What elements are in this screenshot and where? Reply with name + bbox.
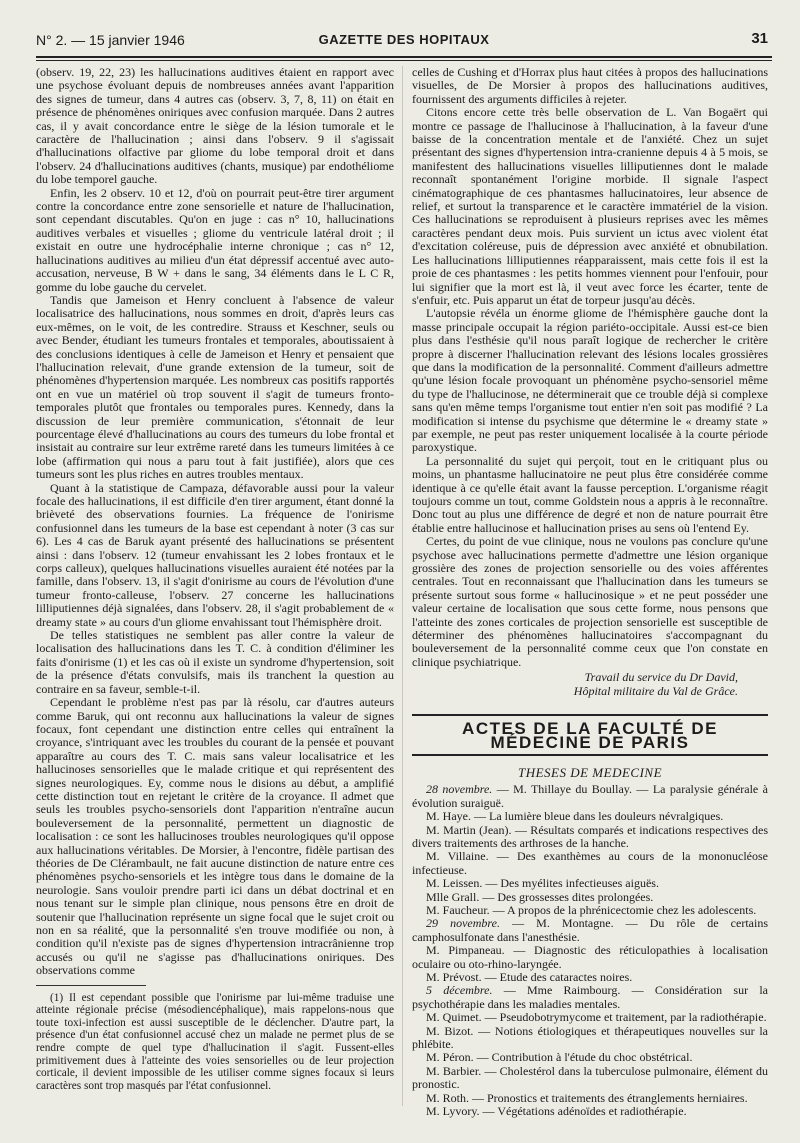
right-column <box>412 66 768 1118</box>
thesis-text: M. Lyvory. — Végétations adénoïdes et radiothérapie. <box>426 1104 687 1119</box>
thesis-entry <box>412 944 768 971</box>
thesis-date: 29 novembre. <box>426 916 500 931</box>
thesis-entry <box>412 1105 768 1118</box>
thesis-entry <box>412 1092 768 1105</box>
thesis-text: M. Haye. — La lumière bleue dans les douleurs névralgiques. <box>426 809 724 824</box>
left-column <box>36 66 394 1092</box>
thesis-entry <box>412 824 768 851</box>
signoff <box>412 671 768 698</box>
thesis-text: M. Villaine. — Des exanthèmes au cours de la mononucléose infectieuse. <box>412 849 768 877</box>
thesis-entry <box>412 1051 768 1064</box>
thesis-text: M. Martin (Jean). — Résultats comparés et indications respectives des divers traitements des arthroses de la hanche. <box>412 822 768 850</box>
thesis-text: M. Faucheur. — A propos de la phrénicectomie chez les adolescents. <box>426 902 757 917</box>
thesis-list <box>412 783 768 1118</box>
thesis-text: — Mme Raimbourg. — Considération sur la psychothérapie dans les maladies mentales. <box>412 983 768 1011</box>
thesis-text: M. Bizot. — Notions étiologiques et thérapeutiques nouvelles sur la phlébite. <box>412 1023 768 1052</box>
thesis-text: Mlle Grall. — Des grossesses dites prolongées. <box>426 889 654 904</box>
thesis-entry <box>412 971 768 984</box>
thesis-entry <box>412 891 768 904</box>
paragraph: L'autopsie révéla un énorme gliome de l'hémisphère gauche dont la masse principale occupait la région pariéto-occipitale. Aussi est-ce bien plus dans l'esthésie qu'il nous paraît logique de rechercher le critère propre à discerner l'hallucination relevant des lésions locales grossières que dans la modification de la personnalité. Comment d'ailleurs admettre qu'une lésion focale provoquant un phénomène psycho-sensoriel même du type de l'hallucinose, ne déterminerait que ce trouble déjà si complexe sans qu'en même temps l'organisme tout entier n'en soit pas modifié ? La modification si intense du psychisme que détermine le « dreamy state » par exemple, ne peut pas rester uniquement localisée à la courte période paroxystique. <box>412 306 768 455</box>
header-rule <box>36 56 772 58</box>
paragraph: De telles statistiques ne semblent pas aller contre la valeur de localisation des hallucinations dans les T. C. à condition d'éliminer les faits d'onirisme (1) et les cas où il existe un syndrome d'hypertension, soit de la présence d'états convulsifs, mais ils tranchent la question au contraire en sa faveur, semble-t-il. <box>36 628 394 696</box>
paragraph: Quant à la statistique de Campaza, défavorable aussi pour la valeur focale des hallucinations, il est difficile d'en tirer argument, étant donné la brièveté des observations fournies. La fréquence de l'onirisme confusionnel dans les tumeurs de la base est cependant à noter (3 cas sur 6). Les 4 cas de Baruk ayant présenté des hallucinations se présentent ainsi : dans l'observ. 12 (tumeur envahissant les 2 lobes frontaux et le corps calleux), quelques hallucinations visuelles auraient été notées par la famille, dans l'observ. 13, il s'agit d'onirisme au cours de l'évolution d'une tumeur fronto-calleuse, l'observ. 27 concerne les hallucinations lilliputiennes déjà signalées, dans l'observ. 28, il s'agit probablement de « dreamy state » au cours d'un gliome envahissant tout l'hémisphère droit. <box>36 480 394 629</box>
journal-title: GAZETTE DES HOPITAUX <box>318 32 490 47</box>
paragraph: La personnalité du sujet qui perçoit, tout en le critiquant plus ou moins, un phantasme hallucinatoire ne peut plus être considérée comme identique à ce qu'elle était avant la fausse perception. L'organisme réagit toujours comme un tout, comme Goldstein nous a appris à le reconnaître. Donc tout au plus une différence de degré et non de nature pourrait être établie entre hallucinose et hallucination prises au sens où l'entend Ey. <box>412 453 768 535</box>
thesis-entry <box>412 1011 768 1024</box>
paragraph: Citons encore cette très belle observation de L. Van Bogaërt qui montre ce passage de l'hallucinose à l'hallucination, à la faveur d'une baisse de la concentration mentale et de l'anxiété. Chez un sujet présentant des signes d'hypertension intra-cranienne depuis 4 à 5 mois, se manifestent des hallucinations visuelles lilliputiennes dont le malade reconnaît spontanément l'origine morbide. Il signale l'aspect cinématographique de ces phantasmes hallucinatoires, leur absence de relief, et surtout la transparence et le caractère immatériel de la vision. Ces hallucinations se reproduisent à plusieurs reprises avec les mêmes caractères pendant deux mois. Puis survient un ictus avec violent état d'excitation coléreuse, puis de dépression avec anxiété et obnubilation. Les hallucinations lilliputiennes réapparaissent, mais cette fois il est la proie de ces phantasmes : les petits hommes viennent pour l'enfouir, pour lui signifier que la mort est là, il veut avec force les écarter, tente de s'enfuir, etc. Puis apparut un état de torpeur jusqu'au décès. <box>412 105 768 307</box>
paragraph: Enfin, les 2 observ. 10 et 12, d'où on pourrait peut-être tirer argument contre la concordance entre zone sensorielle et nature de l'hallucination, sont cependant discutables. Qu'on en juge : cas n° 10, hallucinations auditives verbales et visuelles ; gliome du ventricule latéral droit ; il existait en outre une hydrocéphalie interne chronique ; cas n° 12, hallucinations auditives au milieu d'un état dépressif accentué avec auto-accusation, nerveuse, B W + dans le sang, 34 éléments dans le L C R, gomme du lobe gauche du cervelet. <box>36 185 394 294</box>
thesis-date: 28 novembre. <box>426 782 493 797</box>
thesis-text: M. Péron. — Contribution à l'étude du choc obstétrical. <box>426 1050 693 1065</box>
column-divider <box>402 66 403 1106</box>
issue-date: N° 2. — 15 janvier 1946 <box>36 32 185 48</box>
paragraph: Cependant le problème n'est pas par là résolu, car d'autres auteurs comme Baruk, qui ont reconnu aux hallucinations la valeur de signes focaux, font cependant une distinction entre celles qui entraînent la croyance, s'intriquant avec les troubles du courant de la pensée et pouvant apparaître au cours des T. C. mais sans valeur localisatrice et les hallucinoses sensorielles que le malade critique et qui représentent des signes neurologiques. Ey, comme nous le disions au début, a amplifié cette distinction tout en rejetant le critère de la croyance. Il admet que seuls les troubles psycho-sensoriels dont l'apparition n'entraîne aucun bouleversement de la personnalité, permettent un diagnostic de localisation : ce sont les hallucinoses troubles neurologiques qu'il oppose aux hallucinations véritables. De Morsier, à l'encontre, fidèle partisan des théories de De Clérambault, ne fait aucune distinction de nature entre ces phénomènes psycho-sensoriels et les intègre tous dans le domaine de la neurologie. Sans vouloir prendre parti ici dans un débat doctrinal et en nous tenant sur le simple plan clinique, nous pensons être en droit de soutenir que l'hallucination représente un signe focal que le sujet croit ou non en sa réalité, que la personnalité s'en trouve modifiée ou non, à condition qu'il n'existe pas de signes d'hypertension intracrânienne trop accusés ou qu'il ne s'agisse pas d'hallucinations oniriques. Des observations comme <box>36 695 394 978</box>
thesis-text: M. Pimpaneau. — Diagnostic des réticulopathies à localisation oculaire ou oto-rhino-laryngée. <box>412 943 768 971</box>
thesis-entry <box>412 850 768 877</box>
header-rule-thin <box>36 60 772 61</box>
thesis-entry <box>412 917 768 944</box>
thesis-entry <box>412 984 768 1011</box>
section-subheading: THESES DE MEDECINE <box>517 764 663 780</box>
thesis-text: — M. Thillaye du Boullay. — La paralysie générale à évolution suraiguë. <box>412 782 768 810</box>
page-number: 31 <box>751 30 768 47</box>
thesis-text: M. Leissen. — Des myélites infectieuses aiguës. <box>426 876 659 891</box>
thesis-text: M. Roth. — Pronostics et traitements des étranglements herniaires. <box>426 1090 748 1105</box>
signoff-service: Travail du service du Dr David, <box>584 670 738 685</box>
signoff-hospital: Hôpital militaire du Val de Grâce. <box>573 683 738 698</box>
paragraph: Certes, du point de vue clinique, nous ne voulons pas conclure qu'une psychose avec hallucinations permette d'admettre une lésion organique grossière des zones de projection sensorielle ou des voies afférentes centrales. Tout en reconnaissant que l'hallucination dans les tumeurs se présente surtout sous forme « hallucinosique » et ne peut posséder une valeur certaine de localisation que sous cette forme, nous pensons que l'atteinte des zones corticales de projection sensorielle est susceptible de déterminer des phénomènes hallucinatoires s'accompagnant du bouleversement de la personnalité comme ceux que l'on constate en clinique psychiatrique. <box>412 534 768 669</box>
thesis-entry <box>412 1065 768 1092</box>
thesis-entry <box>412 783 768 810</box>
paragraph: celles de Cushing et d'Horrax plus haut citées à propos des hallucinations visuelles, de De Morsier à propos des hallucinations auditives, fournissent des arguments difficiles à rejeter. <box>412 65 768 106</box>
thesis-text: M. Barbier. — Cholestérol dans la tuberculose pulmonaire, élément du pronostic. <box>412 1063 768 1092</box>
thesis-entry <box>412 904 768 917</box>
page-header <box>36 30 772 54</box>
section-title: ACTES DE LA FACULTÉ DE MÉDECINE DE PARIS <box>412 714 768 756</box>
paragraph: Tandis que Jameison et Henry concluent à l'absence de valeur localisatrice des hallucinations, nous sommes en droit, d'après leurs cas eux-mêmes, on le voit, de les contredire. Strauss et Keschner, seuls ou avec Bender, étudiant les tumeurs frontales et temporales, aboutissaient à des conclusions identiques à celle de Jameison et Henry et pensaient que l'hallucination relevait, d'une grande extension de la tumeur, soit de phénomènes d'hypertension marquée. Les nombreux cas positifs rapportés ont en vue un matériel où trop souvent il s'agit de tumeurs fronto-temporales plutôt que frontales ou temporales pures. Kennedy, dans la discussion de leur première communication, s'étonnait de leur pourcentage élevé d'hallucinations au cours des tumeurs du lobe frontal et insistait au contraire sur leur extrême rareté dans les tumeurs limitées à ce lobe (affirmation qui nous a paru tout à fait justifiée), alors que ces tumeurs sont les plus riches en autres troubles mentaux. <box>36 292 394 482</box>
paragraph: (observ. 19, 22, 23) les hallucinations auditives étaient en rapport avec une psychose évoluant depuis de nombreuses années avant l'apparition des signes de tumeur, dans 4 autres cas (observ. 3, 7, 8, 11) on était en présence de phénomènes oniriques avec confusion marquée. Dans 2 autres cas, il y avait concordance entre le siège de la lésion tumorale et le caractère de l'hallucination ; ainsi dans l'observ. 9 il s'agissait d'hallucinations olfactive par gliome du lobe temporal droit et dans l'observ. 24 d'hallucinations auditives (chants, musique) par endothéliome du lobe temporel gauche. <box>36 65 394 187</box>
footnote: (1) Il est cependant possible que l'onirisme par lui-même traduise une atteinte régionale précise (mésodiencéphalique), mais rappelons-nous que toute toxi-infection est aussi susceptible de le déclencher. D'autre part, la présence d'un état confusionnel accusé chez un malade ne permet plus de se rendre compte de quel type d'hallucination il s'agit. Fussent-elles primitivement dues à l'atteinte des voies sensorielles ou de leur projection corticale, il devient impossible de les utiliser comme signes focaux si leurs caractères sont trop masqués par l'état confusionnel. <box>36 991 394 1092</box>
footnote-rule <box>36 985 146 986</box>
thesis-entry <box>412 810 768 823</box>
thesis-text: — M. Montagne. — Du rôle de certains camphosulfonate dans l'anesthésie. <box>412 916 768 944</box>
thesis-entry <box>412 1025 768 1052</box>
thesis-entry <box>412 877 768 890</box>
thesis-text: M. Prévost. — Etude des cataractes noires. <box>426 970 633 984</box>
thesis-text: M. Quimet. — Pseudobotrymycome et traitement, par la radiothérapie. <box>426 1010 767 1025</box>
thesis-date: 5 décembre. <box>426 983 493 998</box>
